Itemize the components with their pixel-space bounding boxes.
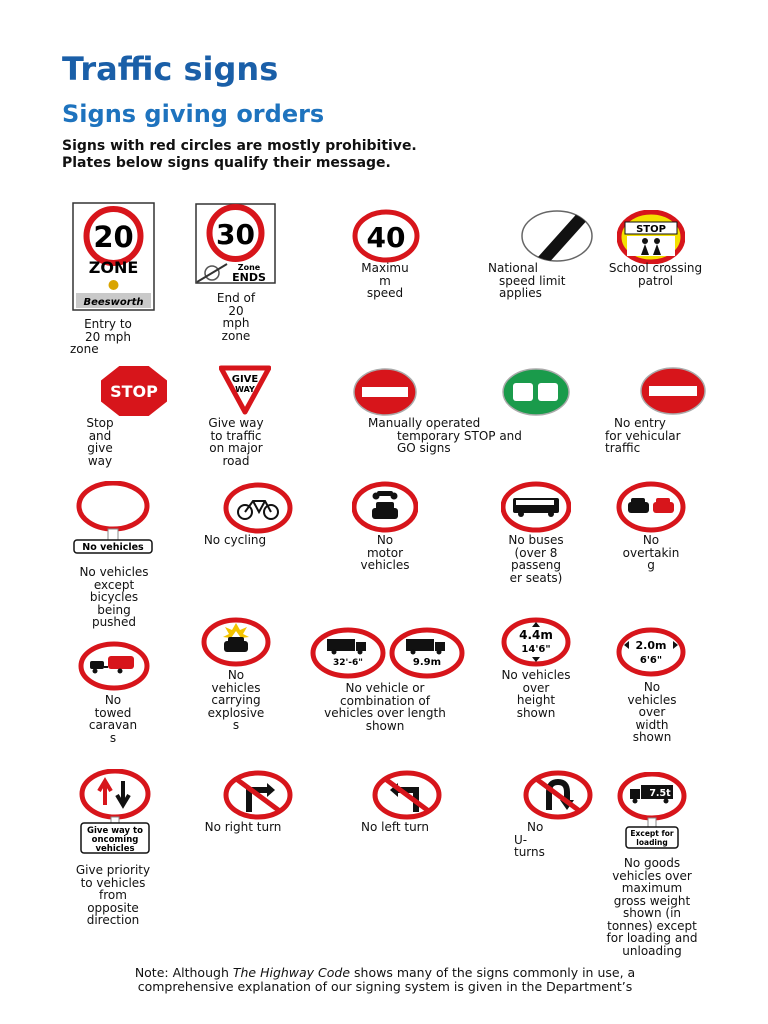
zone-ends-sign xyxy=(195,203,277,285)
caption-line: No xyxy=(227,668,245,682)
caption-line: School crossing xyxy=(608,261,703,275)
caption-line: towed xyxy=(94,705,132,720)
way-text: WAY xyxy=(235,385,255,394)
width-value-imperial: 6'6" xyxy=(639,655,663,666)
no-length-caption xyxy=(300,682,470,732)
caption-line: mph xyxy=(222,316,250,330)
caption-line: No goods xyxy=(623,856,681,870)
give-text: GIVE xyxy=(231,374,259,385)
caption-line: way xyxy=(87,453,113,468)
length-value-imperial: 32'-6" xyxy=(333,658,363,668)
no-towed-caravans-sign xyxy=(78,641,150,691)
zone-plate-label: Zone xyxy=(237,263,261,272)
speed-number: 30 xyxy=(216,218,255,251)
caption-line: opposite xyxy=(87,900,139,915)
no-caravans-caption xyxy=(78,694,148,744)
bee-emblem-icon xyxy=(109,280,119,290)
max-speed-caption xyxy=(346,262,424,300)
national-speed-caption xyxy=(480,262,580,300)
caption-line: turns xyxy=(514,845,545,859)
no-left-turn-caption xyxy=(340,821,450,834)
caption-line: and xyxy=(88,428,112,443)
highway-code-title: The Highway Code xyxy=(232,965,351,980)
national-speed-limit-sign xyxy=(518,208,596,264)
no-cycling-caption xyxy=(190,534,280,547)
caption-line: gross weight xyxy=(613,893,691,908)
no-u-turn-caption xyxy=(497,821,557,859)
caption-line: Give way xyxy=(208,416,264,430)
caption-line: vehicles xyxy=(627,692,677,707)
caption-line: to vehicles xyxy=(80,875,146,890)
caption-line: 20 xyxy=(228,303,244,318)
plate-line-1: Except for xyxy=(630,829,674,838)
caption-line: motor xyxy=(366,545,403,560)
manual-stop-sign xyxy=(352,367,418,417)
caption-line: over xyxy=(522,680,550,695)
priority-sign xyxy=(78,769,152,855)
priority-caption xyxy=(63,864,163,927)
caption-line: No left turn xyxy=(360,820,430,834)
caption-line: height xyxy=(516,693,556,707)
caption-line: No xyxy=(642,533,660,547)
no-right-turn-sign xyxy=(223,770,293,820)
caption-line: from xyxy=(99,888,127,902)
caption-line: No xyxy=(104,693,122,707)
caption-line: patrol xyxy=(637,273,674,288)
caption-line: shown xyxy=(516,705,556,720)
caption-line: temporary STOP and xyxy=(397,428,522,443)
caption-line: No right turn xyxy=(204,820,282,834)
footnote-line-2: comprehensive explanation of our signing system is given in the Department’s xyxy=(137,979,633,994)
caption-line: explosive xyxy=(207,705,265,720)
no-entry-sign xyxy=(639,366,707,416)
note-suffix: shows many of the signs commonly in use, a xyxy=(350,965,636,980)
school-crossing-caption xyxy=(598,262,713,287)
caption-line: combination of xyxy=(340,693,430,708)
no-cycling-sign xyxy=(223,482,293,534)
caption-line: give xyxy=(87,441,113,455)
zone-20-caption xyxy=(68,318,148,356)
caption-line: Maximu xyxy=(361,261,409,275)
caption-line: width xyxy=(635,717,669,732)
place-name: Beesworth xyxy=(83,297,144,308)
plate-line-2: loading xyxy=(636,838,668,847)
no-vehicles-caption xyxy=(64,566,164,629)
caption-line: (over 8 xyxy=(514,545,558,560)
give-way-caption xyxy=(196,417,276,467)
zone-20-sign xyxy=(72,202,156,312)
intro-text xyxy=(62,138,417,172)
no-vehicles-plate: No vehicles xyxy=(82,542,144,553)
caption-line: pushed xyxy=(91,615,137,629)
stop-sign xyxy=(99,364,169,418)
caption-line: Entry to xyxy=(84,317,132,331)
caption-line: No xyxy=(376,533,394,547)
caption-line: road xyxy=(222,453,250,468)
no-height-sign xyxy=(501,617,571,667)
zone-label: ZONE xyxy=(88,258,139,277)
caption-line: s xyxy=(109,730,117,745)
caption-line: shown xyxy=(365,718,405,733)
caption-line: Stop xyxy=(86,416,114,430)
school-crossing-patrol-sign xyxy=(617,210,685,264)
caption-line: direction xyxy=(86,913,140,927)
caption-line: passeng xyxy=(510,558,562,572)
caption-line: to traffic xyxy=(210,428,262,443)
caption-line: No vehicles xyxy=(501,668,571,682)
caption-line: er seats) xyxy=(509,570,563,585)
caption-line: except xyxy=(93,577,135,592)
footnote xyxy=(70,966,700,994)
plate-line-2: oncoming xyxy=(91,835,139,845)
no-length-metric-sign xyxy=(389,627,465,679)
caption-line: No vehicle or xyxy=(345,681,425,695)
stop-text: STOP xyxy=(110,382,158,401)
caption-line: overtakin xyxy=(622,545,680,560)
caption-line: vehicles xyxy=(360,558,410,572)
no-motor-vehicles-sign xyxy=(352,481,418,533)
caption-line: caravan xyxy=(88,718,138,732)
caption-line: traffic xyxy=(605,441,641,455)
caption-line: No xyxy=(643,680,661,694)
weight-value: 7.5t xyxy=(649,788,671,799)
caption-line: bicycles xyxy=(89,590,139,604)
caption-line: No entry xyxy=(614,416,666,430)
caption-line: carrying xyxy=(211,693,261,707)
manual-go-sign xyxy=(501,367,571,417)
no-length-imperial-sign xyxy=(310,627,386,679)
no-width-caption xyxy=(612,681,692,744)
no-u-turn-sign xyxy=(523,770,593,820)
zone-ends-caption xyxy=(196,292,276,342)
caption-line: g xyxy=(647,558,655,572)
section-heading: Signs giving orders xyxy=(62,100,325,128)
no-goods-caption xyxy=(590,857,714,957)
intro-line-2: Plates below signs qualify their message. xyxy=(62,155,391,171)
caption-line: No cycling xyxy=(203,533,267,547)
note-prefix: Note: Although xyxy=(134,965,233,980)
caption-line: tonnes) except xyxy=(607,918,697,933)
no-width-sign xyxy=(616,627,686,677)
speed-number: 20 xyxy=(93,220,134,254)
caption-line: shown xyxy=(632,730,672,744)
height-value-metric: 4.4m xyxy=(519,628,553,642)
no-right-turn-caption xyxy=(186,821,300,834)
no-explosives-sign xyxy=(201,617,271,667)
caption-line: 20 mph xyxy=(85,329,131,344)
caption-line: Give priority xyxy=(75,863,151,877)
caption-line: for vehicular xyxy=(605,428,681,443)
caption-line: unloading xyxy=(622,943,682,958)
width-value-metric: 2.0m xyxy=(635,639,667,652)
page-title: Traffic signs xyxy=(62,50,279,88)
no-buses-sign xyxy=(501,481,571,533)
no-overtaking-caption xyxy=(610,534,692,572)
plate-line-3: vehicles xyxy=(95,844,135,854)
no-explosives-caption xyxy=(196,669,276,732)
height-value-imperial: 14'6" xyxy=(521,644,551,655)
caption-line: vehicles over length xyxy=(324,706,446,720)
caption-line: over xyxy=(638,705,666,719)
caption-line: on major xyxy=(209,441,263,455)
manual-signs-caption xyxy=(360,417,560,455)
intro-line-1: Signs with red circles are mostly prohibitive. xyxy=(62,138,417,154)
caption-line: National xyxy=(488,261,539,275)
caption-line: being xyxy=(97,602,131,617)
stop-caption xyxy=(70,417,130,467)
caption-line: No vehicles xyxy=(79,565,149,579)
footnote-line-1 xyxy=(70,966,700,980)
caption-line: No buses xyxy=(508,533,564,547)
caption-line: m xyxy=(379,273,391,288)
ends-plate-label: ENDS xyxy=(232,271,266,284)
no-goods-vehicles-sign xyxy=(616,772,688,850)
no-vehicles-sign xyxy=(72,481,156,557)
caption-line: shown (in xyxy=(622,906,682,920)
no-height-caption xyxy=(490,669,582,719)
no-entry-caption xyxy=(600,417,700,455)
caption-line: speed xyxy=(366,286,404,300)
length-value-metric: 9.9m xyxy=(412,657,442,668)
caption-line: s xyxy=(232,718,240,732)
caption-line: vehicles over xyxy=(612,868,692,883)
caption-line: zone xyxy=(221,328,251,343)
caption-line: maximum xyxy=(621,881,683,895)
caption-line: zone xyxy=(70,342,99,356)
caption-line: Manually operated xyxy=(368,416,481,430)
stop-plate-label: STOP xyxy=(636,224,666,235)
caption-line: applies xyxy=(499,286,542,300)
no-buses-caption xyxy=(490,534,582,584)
plate-line-1: Give way to xyxy=(87,826,143,836)
caption-line: GO signs xyxy=(397,441,451,455)
caption-line: for loading and xyxy=(606,931,698,945)
caption-line: speed limit xyxy=(499,273,566,288)
speed-number: 40 xyxy=(366,221,406,254)
caption-line: No xyxy=(527,820,544,834)
caption-line: U- xyxy=(514,832,528,847)
max-speed-40-sign xyxy=(352,209,420,263)
caption-line: vehicles xyxy=(211,680,261,695)
no-left-turn-sign xyxy=(372,770,442,820)
give-way-sign xyxy=(219,365,271,415)
no-motor-caption xyxy=(340,534,430,572)
no-overtaking-sign xyxy=(616,481,686,533)
caption-line: End of xyxy=(216,291,256,305)
